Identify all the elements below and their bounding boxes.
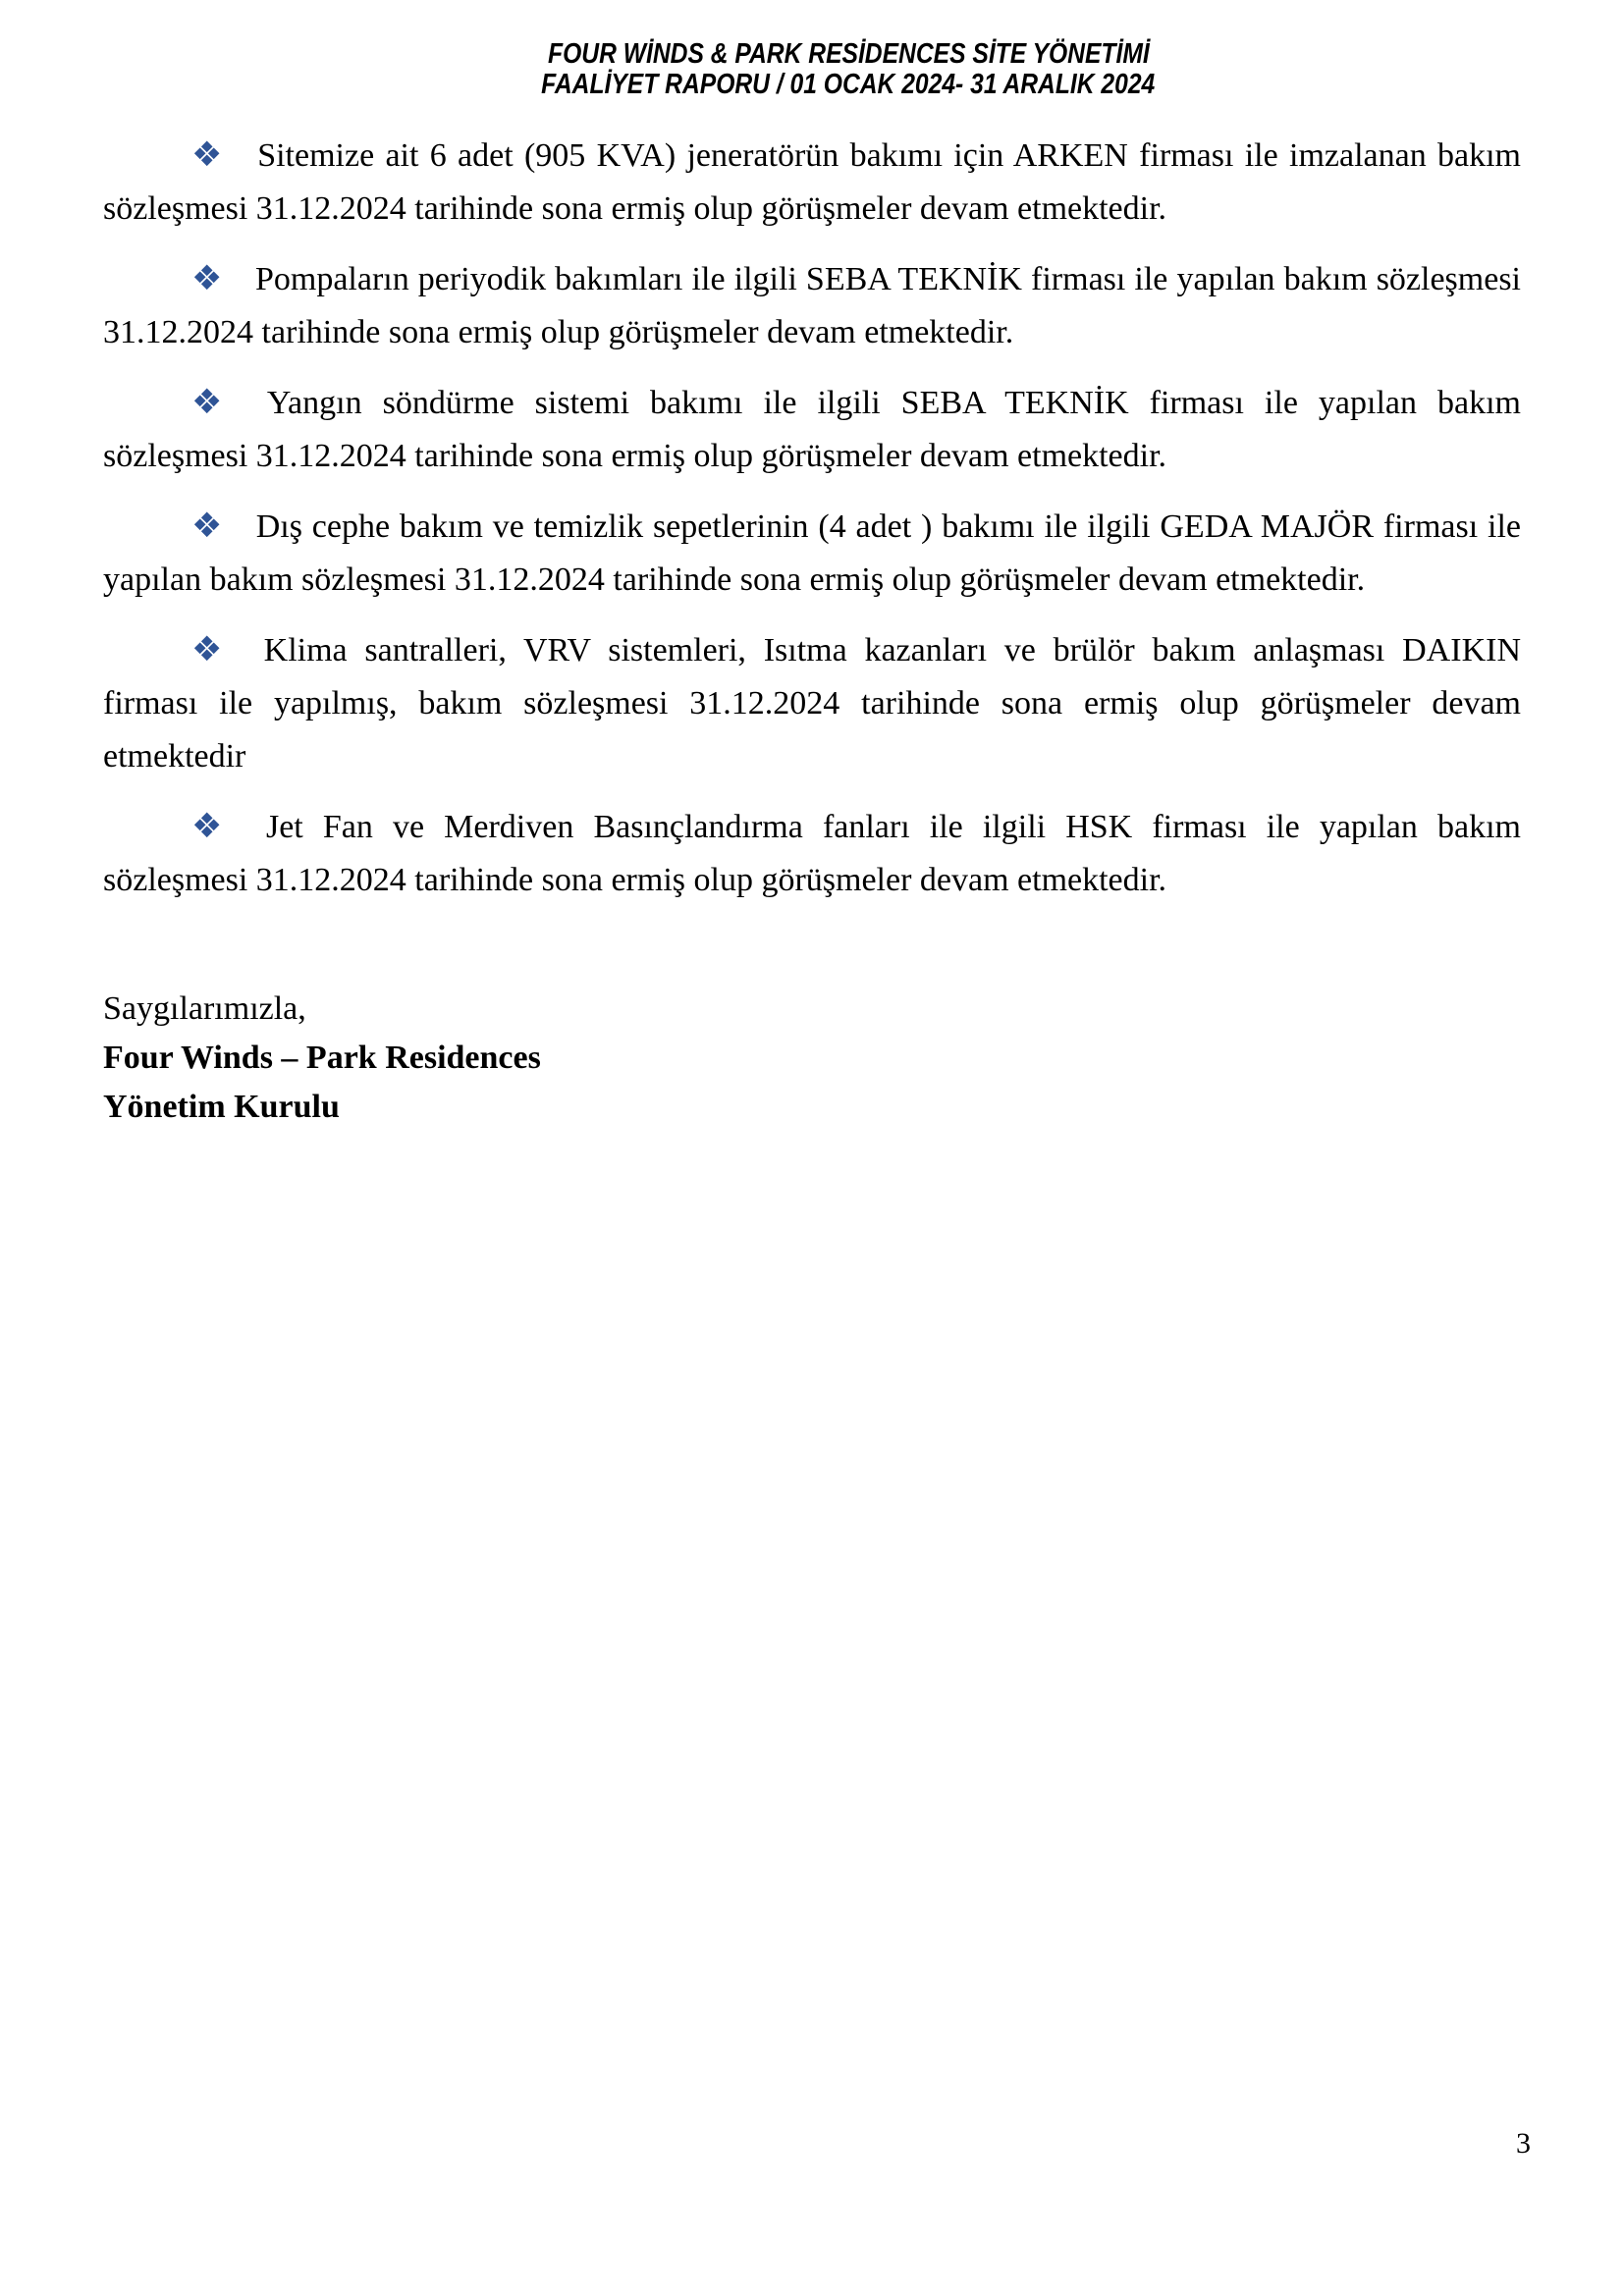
bullet-item-hvac bbox=[103, 623, 1521, 783]
header-subtitle-row bbox=[176, 70, 1521, 100]
bullet-text: Yangın söndürme sistemi bakımı ile ilgili SEBA TEKNİK firması ile yapılan bakım sözleşmesi 31.12.2024 tarihinde sona ermiş olup görüşmeler devam etmektedir. bbox=[103, 385, 1521, 474]
bullet-text: Dış cephe bakım ve temizlik sepetlerinin (4 adet ) bakımı ile ilgili GEDA MAJÖR firması ile yapılan bakım sözleşmesi 31.12.2024 tarihinde sona ermiş olup görüşmeler devam etmektedir. bbox=[103, 508, 1521, 598]
diamond-bullet-icon: ❖ bbox=[191, 630, 232, 669]
diamond-bullet-icon: ❖ bbox=[191, 807, 234, 846]
page-number: 3 bbox=[1516, 2127, 1531, 2160]
closing-block bbox=[103, 985, 1521, 1132]
closing-organization: Four Winds – Park Residences bbox=[103, 1040, 541, 1076]
bullet-item-facade-baskets bbox=[103, 500, 1521, 607]
header-report-period: FAALİYET RAPORU / 01 OCAK 2024- 31 ARALIK 2024 bbox=[541, 69, 1156, 100]
closing-salutation: Saygılarımızla, bbox=[103, 990, 306, 1027]
diamond-bullet-icon: ❖ bbox=[191, 135, 226, 175]
bullet-text: Pompaların periyodik bakımları ile ilgili SEBA TEKNİK firması ile yapılan bakım sözleşmesi 31.12.2024 tarihinde sona ermiş olup görüşmeler devam etmektedir. bbox=[103, 261, 1521, 350]
header-title: FOUR WİNDS & PARK RESİDENCES SİTE YÖNETİMİ bbox=[547, 38, 1150, 70]
report-body bbox=[103, 129, 1521, 1132]
bullet-text: Klima santralleri, VRV sistemleri, Isıtma kazanları ve brülör bakım anlaşması DAIKIN firması ile yapılmış, bakım sözleşmesi 31.12.2024 tarihinde sona ermiş olup görüşmeler devam etmektedir bbox=[103, 632, 1521, 774]
header-title-row bbox=[176, 39, 1521, 70]
bullet-item-generator bbox=[103, 129, 1521, 236]
closing-board: Yönetim Kurulu bbox=[103, 1089, 340, 1125]
bullet-item-jet-fans bbox=[103, 800, 1521, 907]
document-header bbox=[103, 0, 1521, 100]
bullet-item-fire-system bbox=[103, 376, 1521, 483]
bullet-item-pumps bbox=[103, 252, 1521, 359]
bullet-text: Jet Fan ve Merdiven Basınçlandırma fanları ile ilgili HSK firması ile yapılan bakım sözleşmesi 31.12.2024 tarihinde sona ermiş olup görüşmeler devam etmektedir. bbox=[103, 809, 1521, 898]
diamond-bullet-icon: ❖ bbox=[191, 383, 235, 422]
diamond-bullet-icon: ❖ bbox=[191, 507, 224, 546]
bullet-text: Sitemize ait 6 adet (905 KVA) jeneratörün bakımı için ARKEN firması ile imzalanan bakım sözleşmesi 31.12.2024 tarihinde sona ermiş olup görüşmeler devam etmektedir. bbox=[103, 137, 1521, 227]
diamond-bullet-icon: ❖ bbox=[191, 259, 223, 298]
